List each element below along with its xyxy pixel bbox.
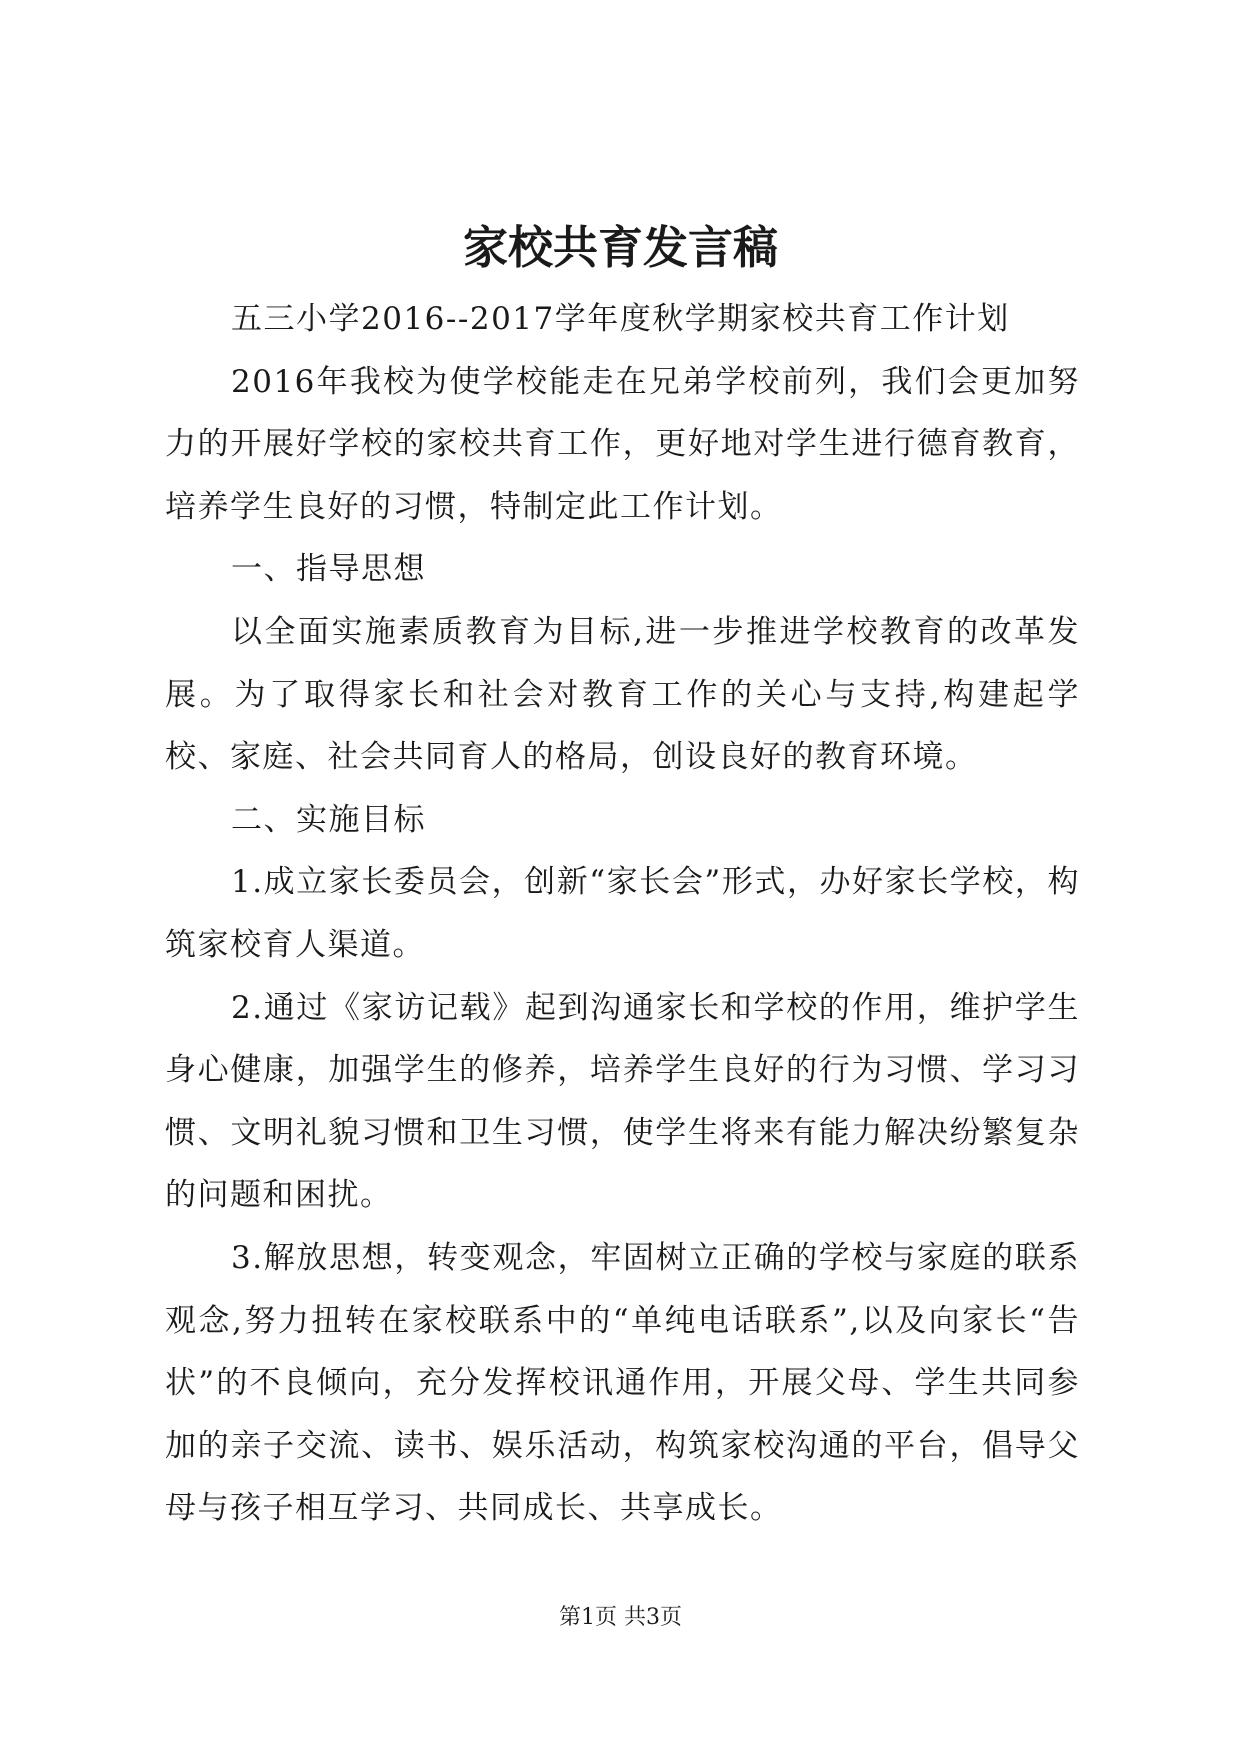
section-heading-implementation-goals: 二、实施目标 <box>231 801 426 838</box>
plan-subtitle: 五三小学2016--2017学年度秋学期家校共育工作计划 <box>231 301 1010 337</box>
document-body <box>165 288 1080 1540</box>
guiding-ideology-paragraph: 以全面实施素质教育为目标,进一步推进学校教育的改革发展。为了取得家长和社会对教育工作的关心与支持,构建起学校、家庭、社会共同育人的格局，创设良好的教育环境。 <box>165 613 1080 776</box>
section-heading-guiding-ideology: 一、指导思想 <box>231 551 426 588</box>
goal-item-2: 2.通过《家访记载》起到沟通家长和学校的作用，维护学生身心健康，加强学生的修养，培养学生良好的行为习惯、学习习惯、文明礼貌习惯和卫生习惯，使学生将来有能力解决纷繁复杂的问题和困扰。 <box>165 989 1080 1214</box>
page-indicator: 第1页 共3页 <box>559 1605 682 1630</box>
goal-item-1: 1.成立家长委员会，创新“家长会”形式，办好家长学校，构筑家校育人渠道。 <box>165 864 1080 963</box>
document-title: 家校共育发言稿 <box>462 221 778 274</box>
intro-paragraph: 2016年我校为使学校能走在兄弟学校前列，我们会更加努力的开展好学校的家校共育工作，更好地对学生进行德育教育，培养学生良好的习惯，特制定此工作计划。 <box>165 363 1080 525</box>
goal-item-3: 3.解放思想，转变观念，牢固树立正确的学校与家庭的联系观念,努力扭转在家校联系中的“单纯电话联系”,以及向家长“告状”的不良倾向，充分发挥校讯通作用，开展父母、学生共同参加的亲子交流、读书、娱乐活动，构筑家校沟通的平台，倡导父母与孩子相互学习、共同成长、共享成长。 <box>165 1239 1080 1527</box>
